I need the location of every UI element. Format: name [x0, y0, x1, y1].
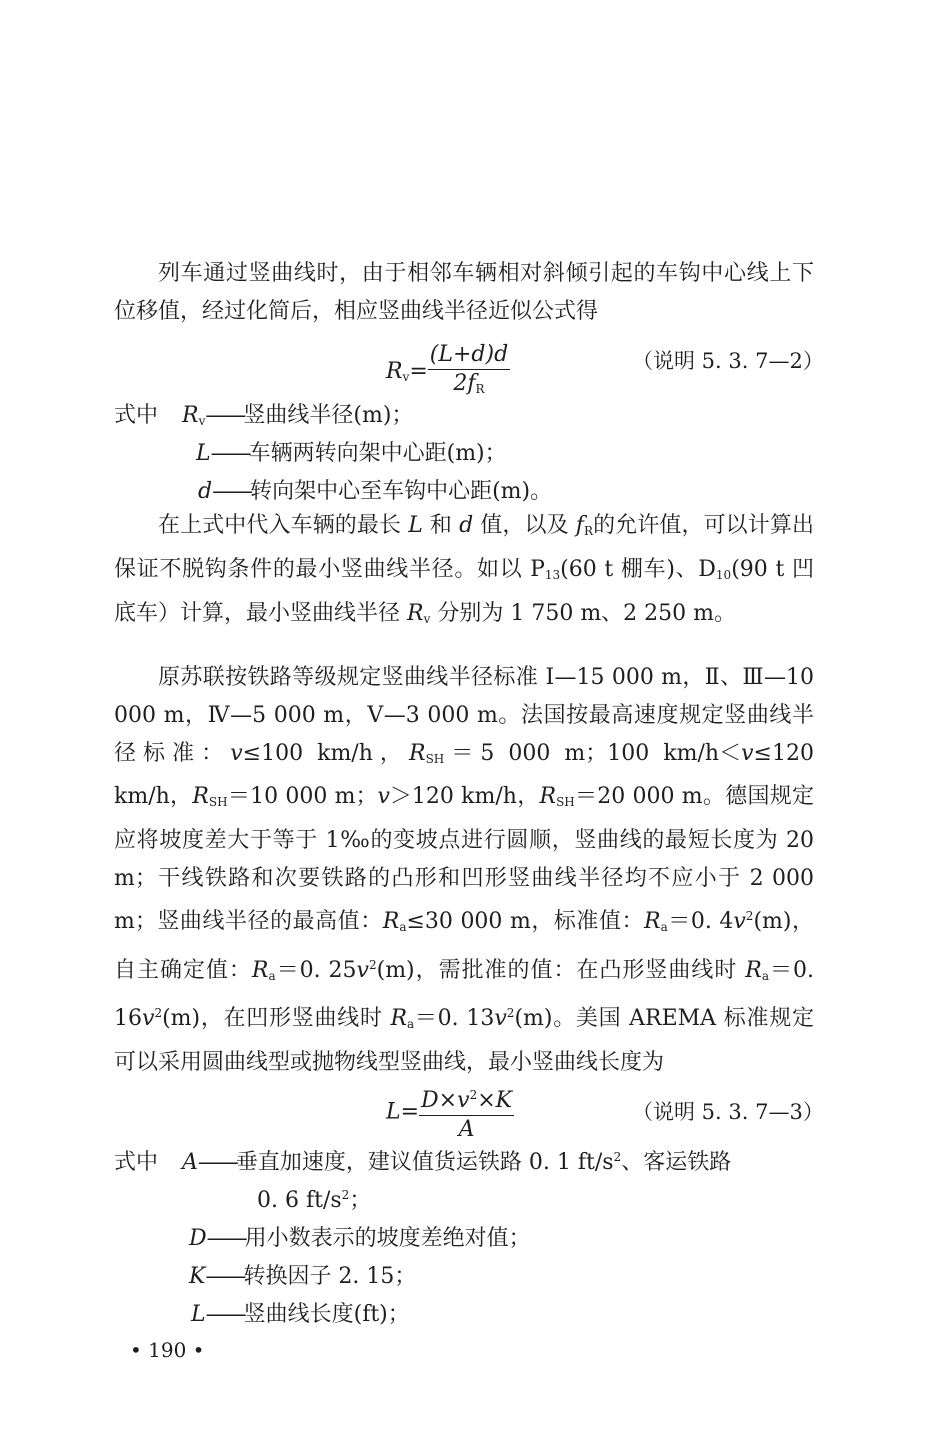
symbol-r-sub: v — [423, 611, 431, 626]
symbol-r: R — [390, 1006, 408, 1032]
equation-rv — [386, 342, 510, 402]
eq2-num-sup: 2 — [469, 1088, 478, 1102]
defs1-desc-d: 转向架中心至车钩中心距(m)。 — [250, 479, 553, 504]
symbol-r-sub: a — [660, 919, 668, 934]
text: (m)，需批准的值：在凸形竖曲线时 — [376, 957, 746, 983]
text: (m)。美国 AREMA 标准规定可以采用圆曲线型或抛物线型竖曲线，最小竖曲线长度为 — [114, 1006, 814, 1076]
symbol-f-sub: R — [583, 524, 593, 538]
symbol-r-sub: SH — [556, 795, 575, 810]
symbol-r: R — [408, 740, 426, 766]
text: 的允许值，可以计算出保证不脱钩条件的最小竖曲线半径。如以 P — [114, 513, 814, 582]
defs1-desc-rv: 竖曲线半径(m)； — [243, 403, 414, 428]
text: ＝0. 4 — [667, 908, 734, 934]
eq2-denominator: A — [458, 1117, 475, 1142]
page-number: • 190 • — [130, 1338, 205, 1362]
symbol-r: R — [745, 957, 762, 983]
defs1-line-d — [198, 474, 552, 505]
paragraph-intro: 列车通过竖曲线时，由于相邻车辆相对斜倾引起的车钩中心线上下位移值，经过化简后，相应竖曲线半径近似公式得 — [114, 261, 814, 324]
eq2-equals: = — [400, 1099, 420, 1125]
symbol-r-sub: a — [399, 919, 407, 934]
paragraph-standards — [114, 659, 814, 1082]
text: 在上式中代入车辆的最长 — [158, 513, 409, 538]
eq2-num-v: v — [457, 1088, 470, 1113]
defs2-lead: 式中 — [114, 1150, 159, 1175]
text: ≤120 km/h， — [114, 740, 814, 810]
defs2-desc-a1: 垂直加速度，建议值货运铁路 0. 1 ft/s — [235, 1150, 614, 1175]
defs1-line-rv — [114, 398, 413, 429]
defs2-sym-d: D — [189, 1226, 207, 1251]
eq1-fraction — [428, 342, 510, 402]
text: ＝0. 25 — [275, 957, 357, 983]
defs2-sup: 2 — [613, 1150, 622, 1164]
defs2-sym-a: A — [182, 1150, 198, 1175]
eq2-lhs: L — [386, 1099, 401, 1125]
text: (m)，自主确定值： — [114, 908, 814, 983]
defs2-line-d — [189, 1221, 531, 1252]
defs2-dash: —— — [205, 1302, 244, 1327]
text: ＝0. 16 — [114, 957, 814, 1032]
symbol-r-sub: a — [761, 968, 770, 983]
eq2-numerator — [419, 1082, 514, 1116]
text: 和 — [422, 513, 460, 538]
paragraph-minimum-radius — [114, 507, 814, 638]
defs2-desc-d: 用小数表示的坡度差绝对值； — [244, 1226, 531, 1251]
defs1-dash: —— — [212, 479, 251, 504]
defs2-desc-k: 转换因子 2. 15； — [243, 1264, 417, 1289]
defs1-line-l — [196, 436, 507, 467]
symbol-r: R — [407, 600, 424, 626]
eq1-denominator — [428, 370, 510, 402]
wagon-d-sub: 10 — [715, 567, 732, 582]
defs2-desc-a2: 、客运铁路 — [621, 1150, 732, 1175]
wagon-p-sub: 13 — [544, 567, 561, 582]
text: ＝0. 13 — [414, 1006, 495, 1032]
text: ＞120 km/h， — [389, 784, 540, 810]
symbol-r-sub: a — [268, 968, 276, 983]
symbol-r-sub: SH — [425, 751, 445, 766]
symbol-v: v — [733, 908, 746, 934]
symbol-v: v — [142, 1006, 155, 1032]
equation-number-2: （说明 5. 3. 7—3） — [632, 1100, 824, 1124]
symbol-r: R — [382, 908, 400, 934]
symbol-v-sup: 2 — [368, 957, 377, 972]
defs2-sym-l: L — [191, 1302, 206, 1327]
text: ＝20 000 m。德国规定应将坡度差大于等于 1‰的变坡点进行圆顺，竖曲线的最短长度为 20 m；干线铁路和次要铁路的凸形和凹形竖曲线半径均不应小于 2 000 m；竖曲线半径的最高值： — [114, 784, 814, 934]
defs2-dash: —— — [205, 1264, 244, 1289]
symbol-v: v — [377, 784, 390, 810]
defs2-desc-a3: 0. 6 ft/s — [257, 1188, 342, 1213]
eq1-den-main: 2f — [453, 371, 476, 396]
defs2-sup: 2 — [341, 1188, 350, 1202]
defs2-line-a-cont — [257, 1183, 371, 1214]
symbol-v-sup: 2 — [745, 908, 754, 923]
text: ＝5 000 m；100 km/h＜ — [444, 740, 742, 766]
symbol-r: R — [644, 908, 661, 934]
symbol-v: v — [741, 740, 754, 766]
defs2-line-k — [189, 1259, 416, 1290]
text: 分别为 1 750 m、2 250 m。 — [430, 600, 737, 626]
text: ＝10 000 m； — [227, 784, 378, 810]
symbol-r: R — [251, 957, 269, 983]
eq1-lhs-sub: v — [402, 370, 410, 384]
symbol-v: v — [356, 957, 369, 983]
text: (90 t 凹底车）计算，最小竖曲线半径 — [114, 556, 814, 626]
defs2-line-l — [191, 1297, 410, 1328]
symbol-d: d — [459, 513, 474, 538]
eq2-fraction — [419, 1082, 514, 1143]
defs1-sym-rv: R — [182, 403, 199, 428]
symbol-v-sup: 2 — [154, 1006, 163, 1021]
defs1-sym-rv-sub: v — [198, 414, 206, 428]
text: 值，以及 — [473, 513, 576, 538]
symbol-v: v — [230, 740, 243, 766]
symbol-v: v — [494, 1006, 507, 1032]
symbol-r-sub: a — [407, 1017, 415, 1032]
defs1-sym-l: L — [196, 441, 211, 466]
eq1-lhs: R — [386, 359, 403, 384]
text: (60 t 棚车)、D — [560, 556, 716, 582]
defs1-desc-l: 车辆两转向架中心距(m)； — [248, 441, 507, 466]
text: ≤100 km/h， — [242, 740, 409, 766]
equation-length — [386, 1082, 514, 1143]
defs2-dash: —— — [197, 1150, 236, 1175]
defs2-desc-a4: ； — [349, 1188, 372, 1213]
symbol-f: f — [575, 513, 584, 538]
defs1-dash: —— — [205, 403, 244, 428]
symbol-l: L — [408, 513, 423, 538]
eq1-numerator: (L+d)d — [428, 342, 510, 370]
defs1-dash: —— — [210, 441, 249, 466]
symbol-r: R — [539, 784, 557, 810]
text: (m)，在凹形竖曲线时 — [162, 1006, 391, 1032]
defs1-sym-d: d — [198, 479, 213, 504]
eq2-num-a: D× — [421, 1088, 458, 1113]
symbol-r-sub: SH — [208, 795, 228, 810]
symbol-r: R — [192, 784, 209, 810]
defs2-desc-l: 竖曲线长度(ft)； — [243, 1302, 410, 1327]
symbol-v-sup: 2 — [506, 1006, 515, 1021]
eq1-den-sub: R — [475, 382, 485, 396]
text: ≤30 000 m，标准值： — [406, 908, 645, 934]
equation-number-1: （说明 5. 3. 7—2） — [632, 349, 824, 373]
defs1-lead: 式中 — [114, 403, 159, 428]
defs2-line-a — [114, 1145, 731, 1176]
text: 原苏联按铁路等级规定竖曲线半径标准 Ⅰ—15 000 m，Ⅱ、Ⅲ—10 000 m，Ⅳ—5 000 m，Ⅴ—3 000 m。法国按最高速度规定竖曲线半径标准： — [114, 665, 814, 766]
eq1-equals: = — [409, 359, 428, 384]
defs2-dash: —— — [206, 1226, 245, 1251]
defs2-sym-k: K — [189, 1264, 206, 1289]
eq2-num-b: ×K — [477, 1088, 513, 1113]
